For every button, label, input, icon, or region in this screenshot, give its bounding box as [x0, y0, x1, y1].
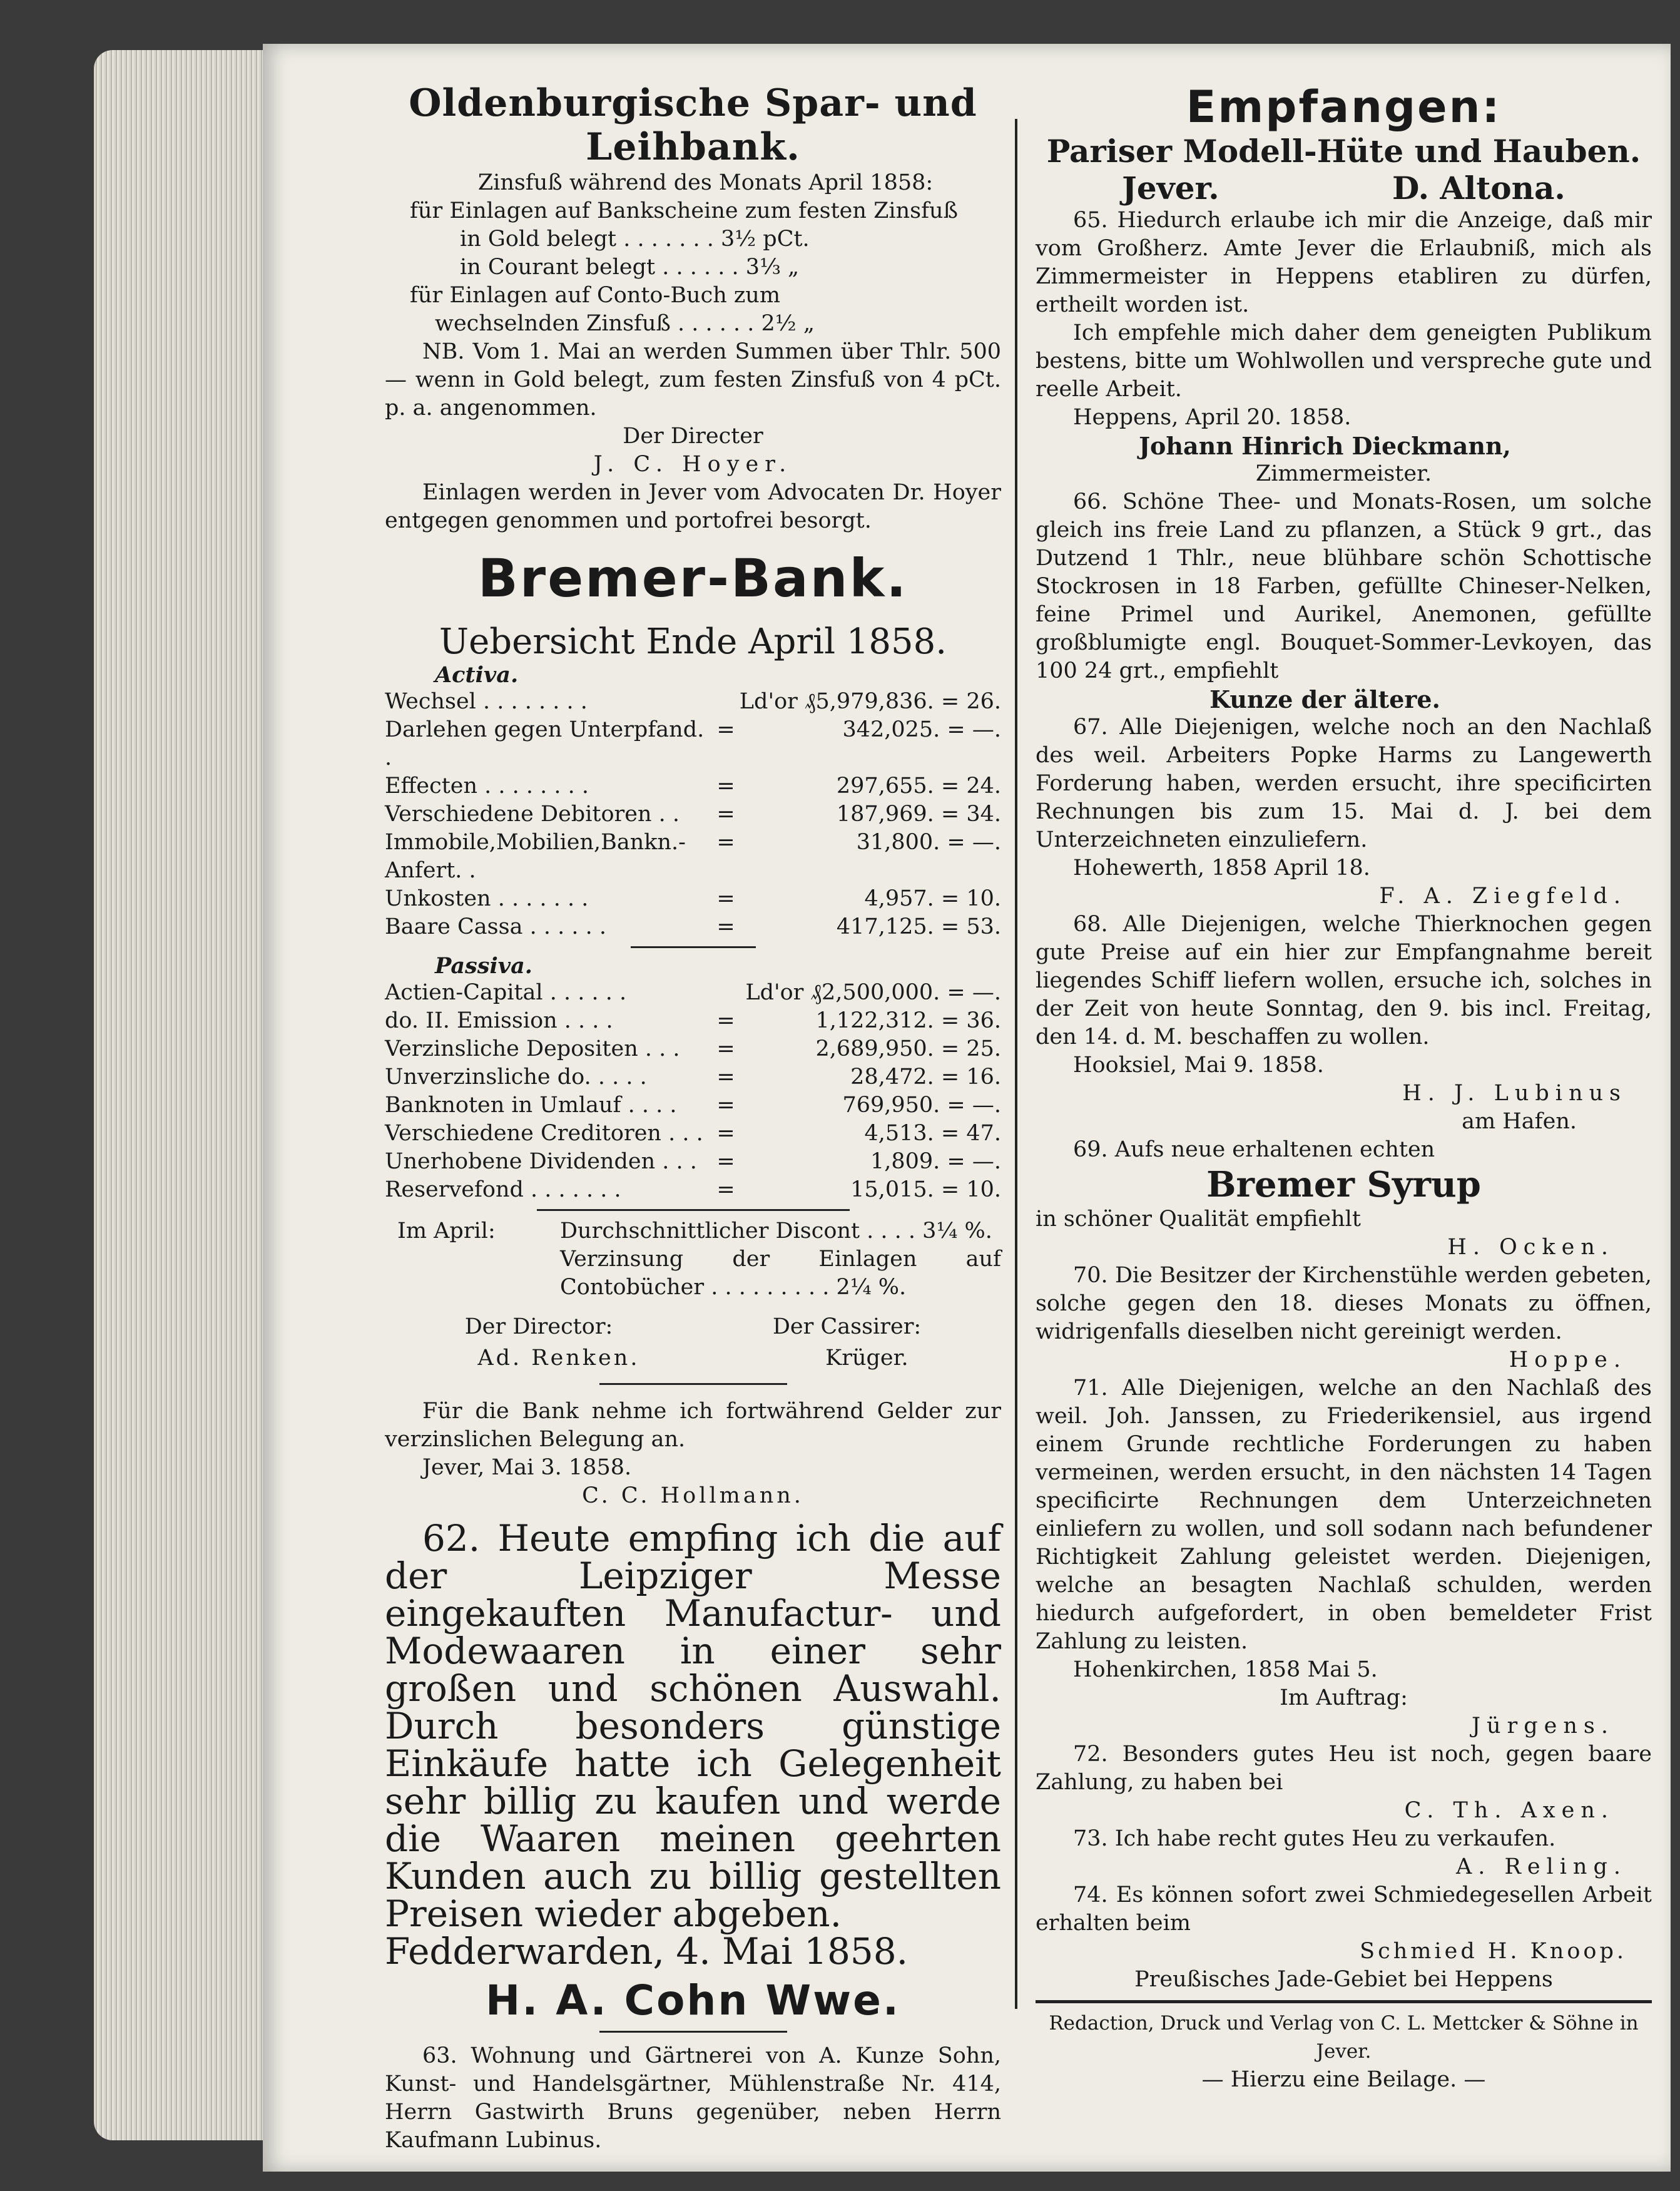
ad67-text: 67. Alle Diejenigen, welche noch an den Nachlaß des weil. Arbeiters Popke Harms zu Langewerth Forderung haben, werden ersucht, ihre specificirten Rechnungen bis zum 15. Mai d. J. bei dem Unterzeichneten einzuliefern.	[1036, 715, 1652, 852]
ledger-label: Verzinsliche Depositen . . .	[385, 1036, 680, 1061]
ledger-value: 1,809. = —.	[870, 1149, 1001, 1174]
ledger-eq	[713, 979, 738, 1007]
ad65-signer: Johann Hinrich Dieckmann,	[1139, 432, 1511, 460]
ledger-label: Unkosten . . . . . . .	[385, 886, 589, 911]
ad74-location: Preußisches Jade-Gebiet bei Heppens	[1134, 1967, 1553, 1992]
ad68-place: Hooksiel, Mai 9. 1858.	[1073, 1053, 1324, 1078]
footer-rule	[1036, 2000, 1652, 2003]
ledger-row	[385, 979, 1001, 1007]
bremerbank-subtitle: Uebersicht Ende April 1858.	[439, 621, 947, 662]
passiva-label: Passiva.	[435, 953, 532, 979]
ledger-eq: =	[716, 717, 735, 742]
ledger-row	[385, 1120, 1001, 1148]
ad63-text: 63. Wohnung und Gärtnerei von A. Kunze Sohn, Kunst- und Handelsgärtner, Mühlenstraße Nr. 414, Herrn Gastwirth Bruns gegenüber, neben Herrn Kaufmann Lubinus.	[385, 2043, 1001, 2153]
rate-line: für Einlagen auf Bankscheine zum festen Zinsfuß	[410, 198, 958, 223]
footer-imprint: Redaction, Druck und Verlag von C. L. Mettcker & Söhne in Jever.	[1049, 2012, 1639, 2063]
ledger-eq: =	[716, 1149, 735, 1174]
ad65-text2: Ich empfehle mich daher dem geneigten Publikum bestens, bitte um Wohlwollen und verspreche gute und reelle Arbeit.	[1036, 320, 1652, 402]
ledger-value: 28,472. = 16.	[850, 1065, 1001, 1090]
ad69-text: in schöner Qualität empfiehlt	[1036, 1207, 1361, 1232]
ledger-label: Baare Cassa . . . . . .	[385, 914, 606, 939]
rate-line: in Courant belegt . . . . . . 3⅓ „	[460, 255, 800, 280]
ledger-value: Ld'or ₰5,979,836. = 26.	[739, 689, 1001, 714]
cassirer-label: Der Cassirer:	[772, 1314, 922, 1339]
bremerbank-title: Bremer-Bank.	[477, 548, 909, 609]
april-label: Im April:	[397, 1218, 496, 1244]
ad67-place: Hohewerth, 1858 April 18.	[1073, 855, 1370, 881]
ledger-eq: =	[716, 802, 735, 827]
ledger-label: Banknoten in Umlauf . . . .	[385, 1093, 677, 1118]
activa-table	[385, 688, 1001, 941]
ad66-text: 66. Schöne Thee- und Monats-Rosen, um solche gleich ins freie Land zu pflanzen, a Stück 9 grt., das Dutzend 1 Thlr., neue blühbare schön Schottische Stockrosen in 18 Farben, gefüllte Chineser-Nelken, feine Primel und Aurikel, Anemonen, gefüllte großblumigte engl. Bouquet-Sommer-Levkoyen, das 100 24 grt., empfiehlt	[1036, 489, 1652, 683]
ledger-row	[385, 716, 1001, 772]
ad65-text: 65. Hiedurch erlaube ich mir die Anzeige, daß mir vom Großherz. Amte Jever die Erlaubniß, mich als Zimmermeister in Heppens etabliren zu dürfen, ertheilt worden ist.	[1036, 208, 1652, 317]
ledger-eq	[713, 688, 738, 716]
ledger-value: 15,015. = 10.	[850, 1177, 1001, 1202]
ad73-text: 73. Ich habe recht gutes Heu zu verkaufen.	[1073, 1826, 1556, 1851]
ledger-row	[385, 1148, 1001, 1176]
book-page-edges	[94, 50, 269, 2140]
ledger-row	[385, 829, 1001, 885]
ad70-signer: Hoppe.	[1509, 1347, 1627, 1372]
ad73-signer: A. Reling.	[1455, 1854, 1627, 1879]
empfangen-subtitle: Pariser Modell-Hüte und Hauben.	[1046, 133, 1641, 170]
empfangen-place: Jever.	[1122, 170, 1219, 207]
ad62-place: Fedderwarden, 4. Mai 1858.	[385, 1930, 909, 1973]
sparbank-director-name: J. C. Hoyer.	[593, 452, 793, 477]
ad62-text: 62. Heute empfing ich die auf der Leipziger Messe eingekauften Manufactur- und Modewaaren in einer sehr großen und schönen Auswahl. Durch besonders günstige Einkäufe hatte ich Gelegenheit sehr billig zu kaufen und werde die Waaren meinen geehrten Kunden auch zu billig gestellten Preisen wieder abgeben.	[385, 1517, 1001, 1935]
bank-place: Jever, Mai 3. 1858.	[422, 1455, 632, 1480]
ledger-label: Verschiedene Creditoren . . .	[385, 1121, 703, 1146]
right-column	[1036, 81, 1652, 2094]
ledger-value: 2,689,950. = 25.	[815, 1036, 1001, 1061]
ad69-product: Bremer Syrup	[1206, 1164, 1481, 1205]
ledger-eq: =	[716, 1036, 735, 1061]
separator	[599, 2031, 787, 2033]
ledger-value: 187,969. = 34.	[836, 802, 1001, 827]
ledger-row	[385, 1063, 1001, 1091]
ledger-value: 4,513. = 47.	[864, 1121, 1001, 1146]
newspaper-page	[263, 44, 1671, 2172]
ledger-value: Ld'or ₰2,500,000. = —.	[745, 980, 1001, 1005]
ledger-row	[385, 800, 1001, 829]
separator	[537, 1209, 850, 1211]
ad65-place: Heppens, April 20. 1858.	[1073, 405, 1352, 430]
rate-line: Zinsfuß während des Monats April 1858:	[477, 170, 934, 195]
sparbank-note: Einlagen werden in Jever vom Advocaten Dr. Hoyer entgegen genommen und portofrei besorgt.	[385, 480, 1001, 533]
activa-label: Activa.	[435, 662, 519, 688]
ad74-text: 74. Es können sofort zwei Schmiedegesellen Arbeit erhalten beim	[1036, 1882, 1652, 1936]
ledger-eq: =	[716, 1008, 735, 1033]
empfangen-title: Empfangen:	[1186, 81, 1502, 133]
ledger-row	[385, 1091, 1001, 1120]
ledger-label: Reservefond . . . . . . .	[385, 1177, 621, 1202]
verzinsung-line: Verzinsung der Einlagen auf Contobücher . . . . . . . . . 2¼ %.	[560, 1247, 1001, 1300]
ad68-signer: H. J. Lubinus	[1402, 1081, 1627, 1106]
ledger-row	[385, 1035, 1001, 1063]
ledger-label: Wechsel . . . . . . . .	[385, 689, 588, 714]
ad71-text: 71. Alle Diejenigen, welche an den Nachlaß des weil. Joh. Janssen, zu Friederikensiel, aus irgend einem Grunde rechtliche Forderungen zu haben vermeinen, werden ersucht, in den nächsten 14 Tagen specificirte Rechnungen dem Unterzeichneten einliefern zu wollen, und soll sodann nach befundener Richtigkeit Zahlung geleistet werden. Diejenigen, welche an besagten Nachlaß schulden, werden hiedurch aufgefordert, in oben bemeldeter Frist Zahlung zu leisten.	[1036, 1376, 1652, 1654]
column-divider	[1015, 144, 1017, 2009]
footer-supplement: — Hierzu eine Beilage. —	[1201, 2067, 1486, 2092]
ad74-signer: Schmied H. Knoop.	[1360, 1939, 1627, 1964]
ad71-place: Hohenkirchen, 1858 Mai 5.	[1073, 1657, 1378, 1682]
ledger-eq: =	[716, 1093, 735, 1118]
ledger-row	[385, 772, 1001, 800]
ledger-row	[385, 1007, 1001, 1035]
separator	[631, 946, 756, 948]
bank-signer: C. C. Hollmann.	[582, 1483, 804, 1508]
ledger-value: 769,950. = —.	[842, 1093, 1001, 1118]
ledger-label: Unverzinsliche do. . . . .	[385, 1065, 647, 1090]
ledger-row	[385, 688, 1001, 716]
ledger-eq: =	[716, 1177, 735, 1202]
bank-officers-labels	[385, 1311, 1001, 1342]
ledger-eq: =	[716, 886, 735, 911]
ledger-row	[385, 913, 1001, 941]
ledger-value: 342,025. = —.	[842, 717, 1001, 742]
rate-line: für Einlagen auf Conto-Buch zum	[410, 283, 781, 308]
ad69-signer: H. Ocken.	[1447, 1235, 1614, 1260]
ledger-label: Darlehen gegen Unterpfand. .	[385, 717, 705, 770]
ad66-signer: Kunze der ältere.	[1209, 685, 1440, 713]
ledger-value: 1,122,312. = 36.	[815, 1008, 1001, 1033]
ledger-row	[385, 885, 1001, 913]
discount-line: Durchschnittlicher Discont . . . . 3¼ %.	[560, 1218, 992, 1244]
sparbank-rates	[385, 169, 1001, 338]
ledger-label: Verschiedene Debitoren . .	[385, 802, 680, 827]
ad72-signer: C. Th. Axen.	[1404, 1798, 1614, 1823]
ledger-label: Effecten . . . . . . . .	[385, 774, 589, 799]
ledger-eq: =	[716, 774, 735, 799]
ledger-value: 31,800. = —.	[856, 830, 1001, 855]
ad62-signer: H. A. Cohn Wwe.	[486, 1976, 900, 2025]
sparbank-nb: NB. Vom 1. Mai an werden Summen über Thlr. 500 — wenn in Gold belegt, zum festen Zinsfuß von 4 pCt. p. a. angenommen.	[385, 339, 1001, 421]
ad70-text: 70. Die Besitzer der Kirchenstühle werden gebeten, solche gegen den 18. dieses Monats zu öffnen, widrigenfalls dieselben nicht gereinigt werden.	[1036, 1263, 1652, 1344]
column-divider-top	[1015, 119, 1017, 144]
ledger-value: 297,655. = 24.	[836, 774, 1001, 799]
ad68-text: 68. Alle Diejenigen, welche Thierknochen gegen gute Preise auf ein hier zur Empfangnahme bereit liegendes Schiff liefern wollen, ersuche ich, solches in der Zeit von heute Sonntag, den 9. bis incl. Freitag, den 14. d. M. beschaffen zu wollen.	[1036, 912, 1652, 1050]
ledger-eq: =	[716, 1065, 735, 1090]
ledger-eq: =	[716, 830, 735, 855]
rate-line: in Gold belegt . . . . . . . 3½ pCt.	[460, 227, 810, 252]
april-section	[385, 1217, 1001, 1302]
rate-line: wechselnden Zinsfuß . . . . . . 2½ „	[435, 311, 815, 336]
left-column	[385, 81, 1001, 2155]
director-label: Der Director:	[464, 1314, 613, 1339]
ad71-auftrag: Im Auftrag:	[1280, 1685, 1408, 1710]
ad67-signer: F. A. Ziegfeld.	[1379, 884, 1627, 909]
empfangen-signer: D. Altona.	[1392, 170, 1565, 207]
ledger-eq: =	[716, 1121, 735, 1146]
sparbank-director-label: Der Directer	[623, 424, 763, 449]
ledger-eq: =	[716, 914, 735, 939]
bank-officers-names	[385, 1342, 1001, 1374]
sparbank-title: Oldenburgische Spar- und Leihbank.	[409, 81, 977, 169]
ledger-label: Immobile,Mobilien,Bankn.-Anfert. .	[385, 830, 686, 883]
ad69-intro: 69. Aufs neue erhaltenen echten	[1073, 1137, 1435, 1162]
ad68-signer2: am Hafen.	[1462, 1109, 1577, 1134]
ledger-label: Unerhobene Dividenden . . .	[385, 1149, 697, 1174]
cassirer-name: Krüger.	[825, 1346, 909, 1371]
ledger-value: 4,957. = 10.	[864, 886, 1001, 911]
ledger-value: 417,125. = 53.	[836, 914, 1001, 939]
ad72-text: 72. Besonders gutes Heu ist noch, gegen baare Zahlung, zu haben bei	[1036, 1742, 1652, 1795]
empfangen-place-line	[1036, 170, 1652, 207]
ledger-label: do. II. Emission . . . .	[385, 1008, 613, 1033]
director-name: Ad. Renken.	[477, 1346, 640, 1371]
separator	[599, 1383, 787, 1385]
ad65-signer-title: Zimmermeister.	[1255, 461, 1432, 486]
bank-note: Für die Bank nehme ich fortwährend Gelder zur verzinslichen Belegung an.	[385, 1399, 1001, 1452]
ledger-row	[385, 1176, 1001, 1204]
ad71-signer: Jürgens.	[1471, 1713, 1614, 1739]
passiva-table	[385, 979, 1001, 1204]
ledger-label: Actien-Capital . . . . . .	[385, 980, 627, 1005]
